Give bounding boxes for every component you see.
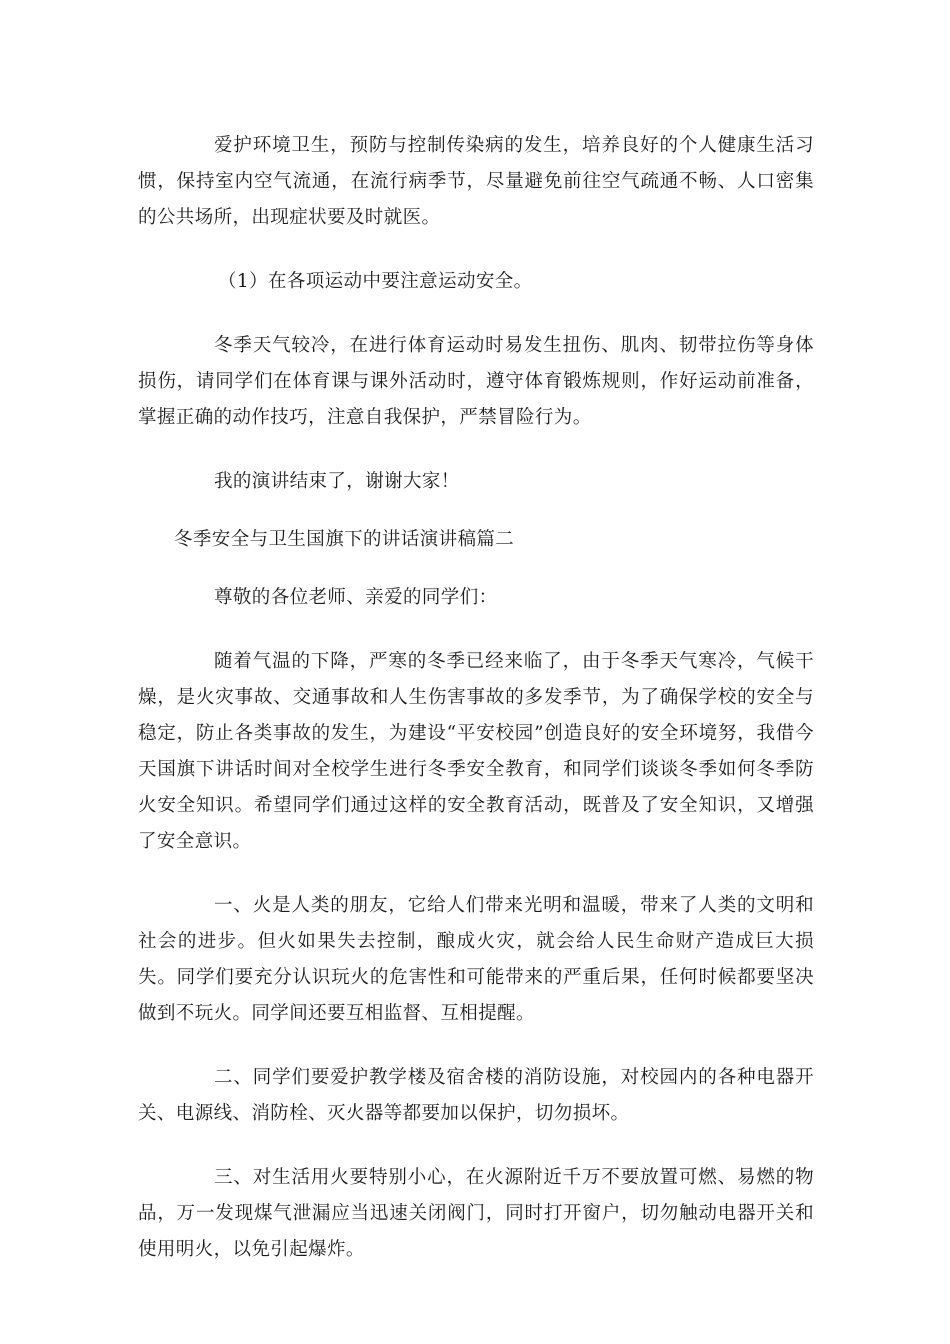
paragraph-point-one: 一、火是人类的朋友，它给人们带来光明和温暖，带来了人类的文明和社会的进步。但火如果失去控制，酿成火灾，就会给人民生命财产造成巨大损失。同学们要充分认识玩火的危害性和可能带来的严重后果，任何时候都要坚决做到不玩火。同学间还要互相监督、互相提醒。 [138, 895, 814, 1024]
paragraph-greeting: 尊敬的各位老师、亲爱的同学们： [214, 587, 498, 608]
paragraph-sports-heading: （1）在各项运动中要注意运动安全。 [218, 271, 533, 292]
paragraph-point-three: 三、对生活用火要特别小心，在火源附近千万不要放置可燃、易燃的物品，万一发现煤气泄漏应当迅速关闭阀门，同时打开窗户，切勿触动电器开关和使用明火，以免引起爆炸。 [138, 1167, 814, 1260]
document-page [138, 128, 814, 1268]
paragraph-point-two: 二、同学们要爱护教学楼及宿舍楼的消防设施，对校园内的各种电器开关、电源线、消防栓、灭火器等都要加以保护，切勿损坏。 [138, 1067, 814, 1124]
paragraph-hygiene: 爱护环境卫生，预防与控制传染病的发生，培养良好的个人健康生活习惯，保持室内空气流通，在流行病季节，尽量避免前往空气疏通不畅、人口密集的公共场所，出现症状要及时就医。 [138, 135, 814, 228]
paragraph-sports-safety: 冬季天气较冷，在进行体育运动时易发生扭伤、肌肉、韧带拉伤等身体损伤，请同学们在体育课与课外活动时，遵守体育锻炼规则，作好运动前准备，掌握正确的动作技巧，注意自我保护，严禁冒险行为。 [138, 335, 814, 428]
section-title: 冬季安全与卫生国旗下的讲话演讲稿篇二 [174, 529, 515, 550]
paragraph-closing: 我的演讲结束了，谢谢大家！ [214, 471, 460, 492]
paragraph-intro: 随着气温的下降，严寒的冬季已经来临了，由于冬季天气寒冷，气候干燥，是火灾事故、交通事故和人生伤害事故的多发季节，为了确保学校的安全与稳定，防止各类事故的发生，为建设“平安校园”创造良好的安全环境努，我借今天国旗下讲话时间对全校学生进行冬季安全教育，和同学们谈谈冬季如何冬季防火安全知识。希望同学们通过这样的安全教育活动，既普及了安全知识，又增强了安全意识。 [138, 651, 814, 852]
